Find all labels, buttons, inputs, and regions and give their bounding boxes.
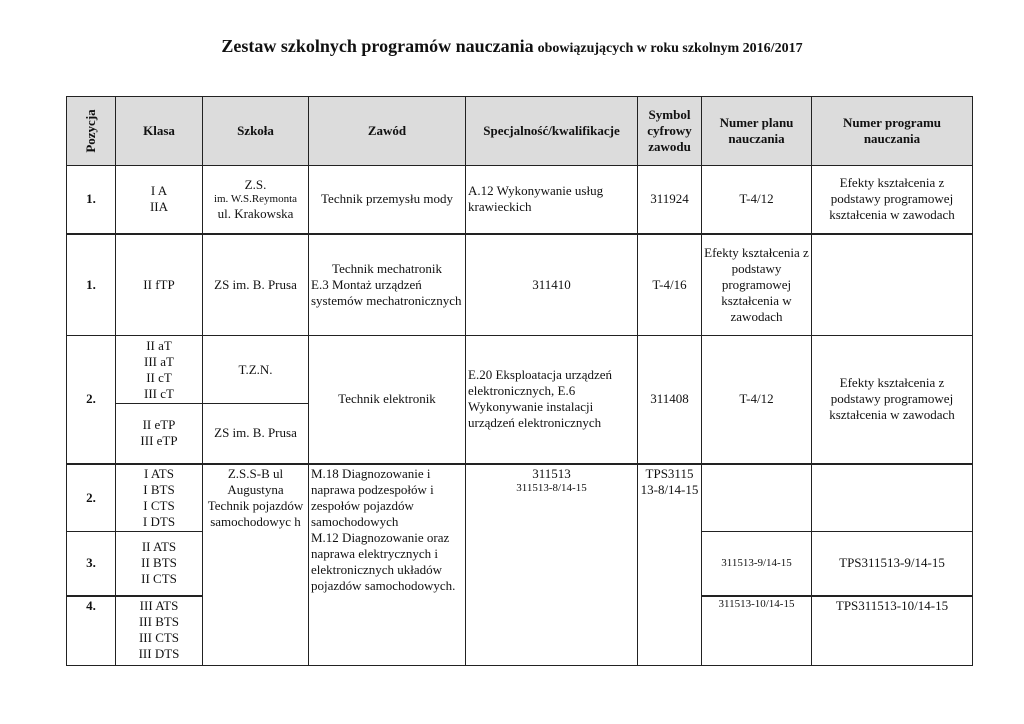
table-row — [67, 166, 973, 234]
cell-szkola: ZS im. B. Prusa — [203, 234, 309, 336]
spec-code: 311513 — [532, 465, 571, 481]
programs-table — [66, 96, 973, 666]
cell-szkola: Z.S.S-B ul Augustyna Technik pojazdów samochodowyc h — [203, 464, 309, 666]
cell-symbol: 311408 — [638, 336, 702, 464]
spec-program: 311513-8/14-15 — [516, 481, 587, 494]
cell-empty — [812, 234, 973, 336]
cell-klasa: III ATS III BTS III CTS III DTS — [116, 596, 203, 666]
cell-klasa: II eTP III eTP — [116, 404, 203, 464]
cell-szkola — [203, 166, 309, 234]
cell-spec: A.12 Wykonywanie usług krawieckich — [466, 166, 638, 234]
cell-zawod — [309, 234, 466, 336]
header-szkola: Szkoła — [203, 97, 309, 166]
cell-zawod: Technik przemysłu mody — [309, 166, 466, 234]
cell-klasa: I A IIA — [116, 166, 203, 234]
page-title — [0, 36, 1024, 57]
cell-spec — [466, 464, 638, 666]
header-symbol: Symbol cyfrowy zawodu — [638, 97, 702, 166]
cell-program: Efekty kształcenia z podstawy programowej kształcenia w zawodach — [702, 234, 812, 336]
cell-szkola: T.Z.N. — [203, 336, 309, 404]
cell-plan: 311513-9/14-15 — [702, 532, 812, 596]
cell-klasa: I ATS I BTS I CTS I DTS — [116, 464, 203, 532]
cell-pozycja: 4. — [67, 596, 116, 666]
cell-plan: T-4/12 — [702, 336, 812, 464]
cell-program: TPS311513-9/14-15 — [812, 532, 973, 596]
header-program: Numer programu nauczania — [812, 97, 973, 166]
cell-pozycja: 2. — [67, 336, 116, 464]
header-zawod: Zawód — [309, 97, 466, 166]
cell-pozycja: 1. — [67, 166, 116, 234]
cell-plan: T-4/16 — [638, 234, 702, 336]
cell-symbol: 311924 — [638, 166, 702, 234]
title-main: Zestaw szkolnych programów nauczania — [221, 36, 534, 56]
cell-klasa: II fTP — [116, 234, 203, 336]
szkola-line: ul. Krakowska — [217, 205, 294, 221]
szkola-line: im. W.S.Reymonta — [213, 192, 298, 205]
table-row — [67, 336, 973, 404]
cell-pozycja: 1. — [67, 234, 116, 336]
cell-plan: T-4/12 — [702, 166, 812, 234]
table-row — [67, 464, 973, 532]
cell-plan — [702, 464, 812, 532]
header-row — [67, 97, 973, 166]
cell-program: Efekty kształcenia z podstawy programowej kształcenia w zawodach — [812, 336, 973, 464]
title-sub: obowiązujących w roku szkolnym 2016/2017 — [537, 41, 803, 56]
cell-zawod: Technik elektronik — [309, 336, 466, 464]
cell-klasa: II ATS II BTS II CTS — [116, 532, 203, 596]
cell-szkola: ZS im. B. Prusa — [203, 404, 309, 464]
cell-zawod: M.18 Diagnozowanie i naprawa podzespołów i zespołów pojazdów samochodowych M.12 Diagnozowanie oraz naprawa elektrycznych i elektronicznych układów pojazdów samochodowych. — [309, 464, 466, 666]
cell-klasa: II aT III aT II cT III cT — [116, 336, 203, 404]
cell-plan: 311513-10/14-15 — [702, 596, 812, 666]
zawod-qualification: E.3 Montaż urządzeń systemów mechatronicznych — [311, 276, 462, 308]
cell-pozycja: 2. — [67, 464, 116, 532]
cell-program: TPS311513-10/14-15 — [812, 596, 973, 666]
header-pozycja: Pozycja — [67, 97, 116, 166]
cell-pozycja: 3. — [67, 532, 116, 596]
table-row — [67, 234, 973, 336]
cell-symbol: 311410 — [466, 234, 638, 336]
header-plan: Numer planu nauczania — [702, 97, 812, 166]
header-specjalnosc: Specjalność/kwalifikacje — [466, 97, 638, 166]
cell-program: Efekty kształcenia z podstawy programowej kształcenia w zawodach — [812, 166, 973, 234]
header-klasa: Klasa — [116, 97, 203, 166]
cell-spec: E.20 Eksploatacja urządzeń elektronicznych, E.6 Wykonywanie instalacji urządzeń elektronicznych — [466, 336, 638, 464]
zawod-title: Technik mechatronik — [332, 260, 442, 276]
cell-program — [812, 464, 973, 532]
cell-symbol: TPS3115 13-8/14-15 — [638, 464, 702, 666]
szkola-line: Z.S. — [244, 176, 267, 192]
